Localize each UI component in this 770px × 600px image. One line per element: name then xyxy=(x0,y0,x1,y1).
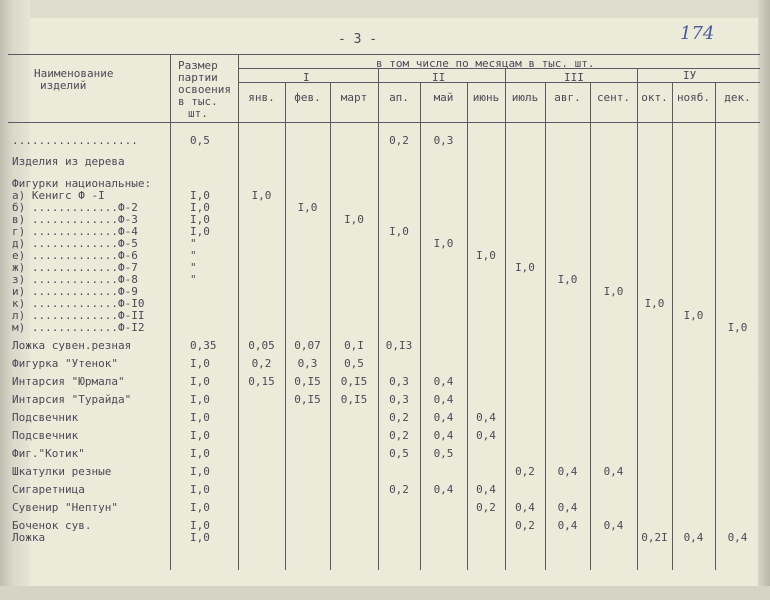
row-value-ap: 0,3 xyxy=(389,375,409,388)
row-value-jul: 0,2 xyxy=(515,519,535,532)
month-header-jul: июль xyxy=(511,91,539,104)
row-size: " xyxy=(190,249,197,262)
row-size: I,0 xyxy=(190,501,210,514)
row-size: " xyxy=(190,237,197,250)
row-size: " xyxy=(190,261,197,274)
row-value-mar: 0,I5 xyxy=(340,393,368,406)
row-value-may: I,0 xyxy=(433,237,454,250)
month-header-may: май xyxy=(433,91,454,104)
row-name: е) .............Ф-6 xyxy=(12,249,138,262)
header-quarter-2: II xyxy=(432,71,446,84)
row-size: I,0 xyxy=(190,519,210,532)
month-header-sep: сент. xyxy=(596,91,631,104)
row-value-sep: I,0 xyxy=(603,285,624,298)
row-name: г) .............Ф-4 xyxy=(12,225,138,238)
row-value-ap: 0,2 xyxy=(389,429,409,442)
row-value-sep: 0,4 xyxy=(603,465,624,478)
row-value-jun: 0,4 xyxy=(476,483,496,496)
month-header-jan: янв. xyxy=(248,91,275,104)
row-value-ap: 0,2 xyxy=(389,134,409,147)
row-name: з) .............Ф-8 xyxy=(12,273,138,286)
row-size: I,0 xyxy=(190,483,210,496)
row-value-jun: I,0 xyxy=(476,249,496,262)
row-name: Сигаретница xyxy=(12,483,85,496)
row-size: I,0 xyxy=(190,411,210,424)
month-header-oct: окт. xyxy=(641,91,668,104)
row-value-jul: 0,4 xyxy=(515,501,535,514)
folio-number: 174 xyxy=(680,23,715,44)
quarter-divider xyxy=(637,68,638,82)
header-quarter-1: I xyxy=(303,71,310,84)
quarter-divider xyxy=(378,68,379,82)
row-value-may: 0,4 xyxy=(433,483,454,496)
row-value-ap: 0,I3 xyxy=(385,339,413,352)
row-value-feb: 0,I5 xyxy=(294,375,321,388)
row-name: ................... xyxy=(12,134,138,147)
row-value-mar: 0,I5 xyxy=(340,375,368,388)
row-value-ap: 0,5 xyxy=(389,447,409,460)
quarter-underline xyxy=(238,82,760,83)
row-value-nov: I,0 xyxy=(683,309,704,322)
row-value-mar: 0,I xyxy=(344,339,364,352)
row-value-jun: 0,2 xyxy=(476,501,496,514)
row-name: Ложка xyxy=(12,531,46,544)
row-name: д) .............Ф-5 xyxy=(12,237,138,250)
row-value-sep: 0,4 xyxy=(603,519,624,532)
row-value-aug: 0,4 xyxy=(557,465,578,478)
size-months-divider xyxy=(238,54,239,570)
header-months-group: в том числе по месяцам в тыс. шт. xyxy=(376,57,595,70)
row-size: I,0 xyxy=(190,357,210,370)
row-size: I,0 xyxy=(190,213,210,226)
month-header-nov: нояб. xyxy=(676,91,711,104)
row-size: I,0 xyxy=(190,375,210,388)
row-value-mar: I,0 xyxy=(344,213,364,226)
row-size: I,0 xyxy=(190,225,210,238)
row-size: I,0 xyxy=(190,447,210,460)
row-name: ж) .............Ф-7 xyxy=(12,261,138,274)
row-value-jul: I,0 xyxy=(515,261,535,274)
month-col-divider xyxy=(545,82,546,570)
row-name: и) .............Ф-9 xyxy=(12,285,138,298)
header-bottom-border xyxy=(8,122,760,123)
row-value-dec: 0,4 xyxy=(727,531,748,544)
row-value-jan: I,0 xyxy=(251,189,272,202)
row-size: I,0 xyxy=(190,465,210,478)
row-size: I,0 xyxy=(190,189,210,202)
header-quarter-3: III xyxy=(564,71,584,84)
month-header-ap: ап. xyxy=(389,91,409,104)
month-header-aug: авг. xyxy=(554,91,581,104)
month-col-divider xyxy=(505,82,506,570)
row-value-may: 0,5 xyxy=(433,447,454,460)
row-size: 0,35 xyxy=(190,339,217,352)
row-value-may: 0,3 xyxy=(433,134,454,147)
row-value-aug: I,0 xyxy=(557,273,578,286)
row-value-may: 0,4 xyxy=(433,411,454,424)
row-value-jul: 0,2 xyxy=(515,465,535,478)
header-size-line2: партии xyxy=(178,71,218,84)
month-header-jun: июнь xyxy=(472,91,500,104)
row-value-jan: 0,05 xyxy=(248,339,275,352)
row-name: Фиг."Котик" xyxy=(12,447,85,460)
row-value-ap: I,0 xyxy=(389,225,409,238)
row-size: " xyxy=(190,273,197,286)
month-col-divider xyxy=(330,82,331,570)
row-value-feb: 0,I5 xyxy=(294,393,321,406)
row-value-feb: 0,07 xyxy=(294,339,321,352)
row-value-mar: 0,5 xyxy=(344,357,364,370)
page-number: - 3 - xyxy=(338,32,378,47)
row-name: Сувенир "Нептун" xyxy=(12,501,118,514)
row-value-may: 0,4 xyxy=(433,393,454,406)
row-value-nov: 0,4 xyxy=(683,531,704,544)
row-value-jun: 0,4 xyxy=(476,411,496,424)
row-value-jun: 0,4 xyxy=(476,429,496,442)
row-size: I,0 xyxy=(190,393,210,406)
row-value-feb: I,0 xyxy=(297,201,318,214)
month-header-dec: дек. xyxy=(724,91,751,104)
row-value-aug: 0,4 xyxy=(557,501,578,514)
row-name: м) .............Ф-I2 xyxy=(12,321,145,334)
month-col-divider xyxy=(590,82,591,570)
month-col-divider xyxy=(378,82,379,570)
row-value-may: 0,4 xyxy=(433,429,454,442)
row-name: Подсвечник xyxy=(12,411,79,424)
row-value-dec: I,0 xyxy=(727,321,748,334)
month-col-divider xyxy=(467,82,468,570)
row-value-ap: 0,2 xyxy=(389,483,409,496)
row-name: Интарсия "Юрмала" xyxy=(12,375,125,388)
row-name: Ложка сувен.резная xyxy=(12,339,132,352)
row-size: I,0 xyxy=(190,531,210,544)
row-name: Боченок сув. xyxy=(12,519,92,532)
quarter-divider xyxy=(505,68,506,82)
header-size-line3: освоения xyxy=(178,83,231,96)
row-size: I,0 xyxy=(190,201,210,214)
header-quarter-4: IУ xyxy=(683,69,697,82)
header-size-line1: Размер xyxy=(178,59,218,72)
row-size: 0,5 xyxy=(190,134,210,147)
page-bottom-edge xyxy=(0,586,770,600)
header-size-line5: шт. xyxy=(188,107,208,120)
month-col-divider xyxy=(672,82,673,570)
header-name-line2: изделий xyxy=(40,79,87,92)
row-name: Фигурки национальные: xyxy=(12,177,152,190)
row-value-oct: I,0 xyxy=(644,297,665,310)
row-value-ap: 0,3 xyxy=(389,393,409,406)
row-value-jan: 0,15 xyxy=(248,375,275,388)
row-name: Шкатулки резные xyxy=(12,465,112,478)
header-name-line1: Наименование xyxy=(34,67,114,80)
row-name: Изделия из дерева xyxy=(12,155,125,168)
month-col-divider xyxy=(420,82,421,570)
row-name: л) .............Ф-II xyxy=(12,309,145,322)
month-col-divider xyxy=(637,82,638,570)
row-name: к) .............Ф-I0 xyxy=(12,297,145,310)
row-value-feb: 0,3 xyxy=(297,357,318,370)
row-name: Фигурка "Утенок" xyxy=(12,357,118,370)
row-value-ap: 0,2 xyxy=(389,411,409,424)
row-size: I,0 xyxy=(190,429,210,442)
page-right-edge xyxy=(758,0,770,600)
row-name: Подсвечник xyxy=(12,429,79,442)
row-name: б) .............Ф-2 xyxy=(12,201,138,214)
month-header-mar: март xyxy=(340,91,368,104)
month-col-divider xyxy=(285,82,286,570)
table-top-border xyxy=(8,54,760,55)
row-value-oct: 0,2I xyxy=(641,531,668,544)
row-value-aug: 0,4 xyxy=(557,519,578,532)
month-col-divider xyxy=(715,82,716,570)
page-top-edge xyxy=(0,0,770,18)
header-size-line4: в тыс. xyxy=(178,95,218,108)
row-value-may: 0,4 xyxy=(433,375,454,388)
month-header-feb: фев. xyxy=(294,91,321,104)
row-value-jan: 0,2 xyxy=(251,357,272,370)
row-name: а) Кенигс Ф -I xyxy=(12,189,105,202)
name-size-divider xyxy=(170,54,171,570)
row-name: Интарсия "Турайда" xyxy=(12,393,132,406)
row-name: в) .............Ф-3 xyxy=(12,213,138,226)
